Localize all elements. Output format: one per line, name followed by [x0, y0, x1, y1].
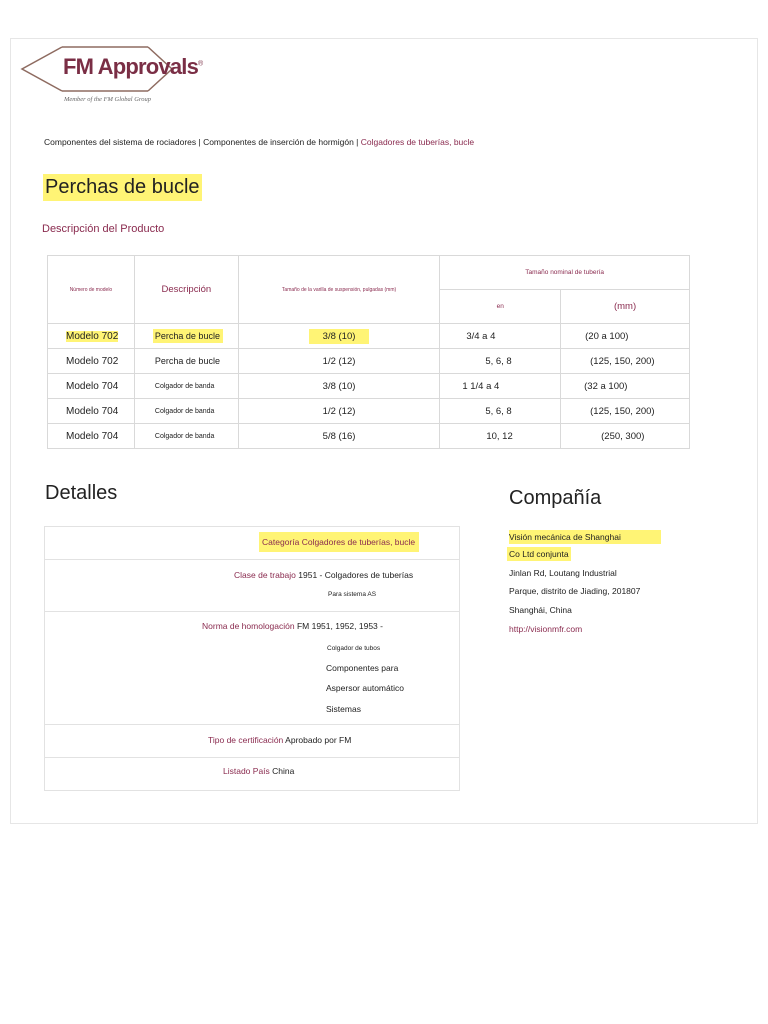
company-heading: Compañía — [509, 487, 602, 509]
header-nominal-pipe-size: Tamaño nominal de tubería — [440, 256, 690, 290]
page-title: Perchas de bucle — [43, 174, 202, 201]
cell-rod-size: 1/2 (12) — [238, 349, 440, 374]
cell-model: Modelo 702 — [48, 324, 135, 349]
company-name-line1: Visión mecánica de Shanghai — [509, 530, 661, 544]
header-in: en — [440, 290, 561, 324]
company-address2: Parque, distrito de Jiading, 201807 — [509, 586, 641, 596]
cell-description: Percha de bucle — [134, 324, 238, 349]
detail-work-class-note: Para sistema AS — [328, 591, 377, 598]
cell-description: Colgador de banda — [134, 399, 238, 424]
breadcrumb-current[interactable]: Colgadores de tuberías, bucle — [360, 137, 475, 147]
cell-mm: (125, 150, 200) — [561, 349, 690, 374]
cell-in: 3/4 a 4 — [440, 324, 561, 349]
breadcrumb — [44, 137, 474, 147]
cell-in: 5, 6, 8 — [440, 349, 561, 374]
detail-work-class: Clase de trabajo 1951 - Colgadores de tuberías — [234, 570, 414, 580]
cell-mm: (20 a 100) — [561, 324, 690, 349]
table-row — [48, 324, 690, 349]
header-description: Descripción — [134, 256, 238, 324]
detail-row-country — [45, 758, 459, 791]
header-rod-size: Tamaño de la varilla de suspensión, pulgadas (mm) — [238, 256, 440, 324]
cell-rod-size: 3/8 (10) — [238, 324, 440, 349]
company-city: Shanghái, China — [509, 605, 572, 615]
detail-certification: Tipo de certificación Aprobado por FM — [208, 735, 352, 745]
breadcrumb-path[interactable]: Componentes del sistema de rociadores | Componentes de inserción de hormigón | — [44, 137, 361, 147]
cell-mm: (32 a 100) — [561, 374, 690, 399]
cell-in: 5, 6, 8 — [440, 399, 561, 424]
cell-mm: (250, 300) — [561, 424, 690, 449]
header-mm: (mm) — [561, 290, 690, 324]
detail-row-work-class — [45, 560, 459, 612]
cell-model: Modelo 704 — [48, 424, 135, 449]
detail-standard-line: Componentes para — [326, 663, 399, 673]
detail-category: Categoría Colgadores de tuberías, bucle — [259, 532, 419, 552]
cell-model: Modelo 702 — [48, 349, 135, 374]
detail-standard-line: Aspersor automático — [326, 683, 404, 693]
logo-tagline: Member of the FM Global Group — [64, 96, 151, 103]
cell-in: 1 1/4 a 4 — [440, 374, 561, 399]
detail-row-standard — [45, 612, 459, 725]
cell-description: Colgador de banda — [134, 424, 238, 449]
detail-row-category — [45, 527, 459, 560]
product-description-heading: Descripción del Producto — [42, 223, 165, 235]
company-website-link[interactable]: http://visionmfr.com — [509, 624, 583, 634]
table-row — [48, 374, 690, 399]
cell-rod-size: 3/8 (10) — [238, 374, 440, 399]
cell-in: 10, 12 — [440, 424, 561, 449]
cell-rod-size: 1/2 (12) — [238, 399, 440, 424]
cell-description: Percha de bucle — [134, 349, 238, 374]
table-row — [48, 349, 690, 374]
table-row — [48, 399, 690, 424]
header-model-number: Número de modelo — [48, 256, 135, 324]
details-heading: Detalles — [45, 482, 118, 504]
company-name-line2: Co Ltd conjunta — [509, 549, 569, 559]
cell-description: Colgador de banda — [134, 374, 238, 399]
detail-standard-line: Sistemas — [326, 704, 361, 714]
fm-approvals-logo[interactable] — [20, 45, 203, 107]
table-row — [48, 424, 690, 449]
logo-wordmark: FM Approvals® — [63, 54, 203, 79]
details-panel — [44, 526, 460, 791]
detail-country: Listado País China — [223, 766, 295, 776]
cell-model: Modelo 704 — [48, 374, 135, 399]
detail-row-certification — [45, 725, 459, 758]
cell-mm: (125, 150, 200) — [561, 399, 690, 424]
product-table — [47, 255, 690, 449]
cell-rod-size: 5/8 (16) — [238, 424, 440, 449]
detail-standard: Norma de homologación FM 1951, 1952, 1953 - — [202, 621, 383, 631]
cell-model: Modelo 704 — [48, 399, 135, 424]
company-address1: Jinlan Rd, Loutang Industrial — [509, 568, 617, 578]
detail-standard-line: Colgador de tubos — [327, 645, 381, 652]
